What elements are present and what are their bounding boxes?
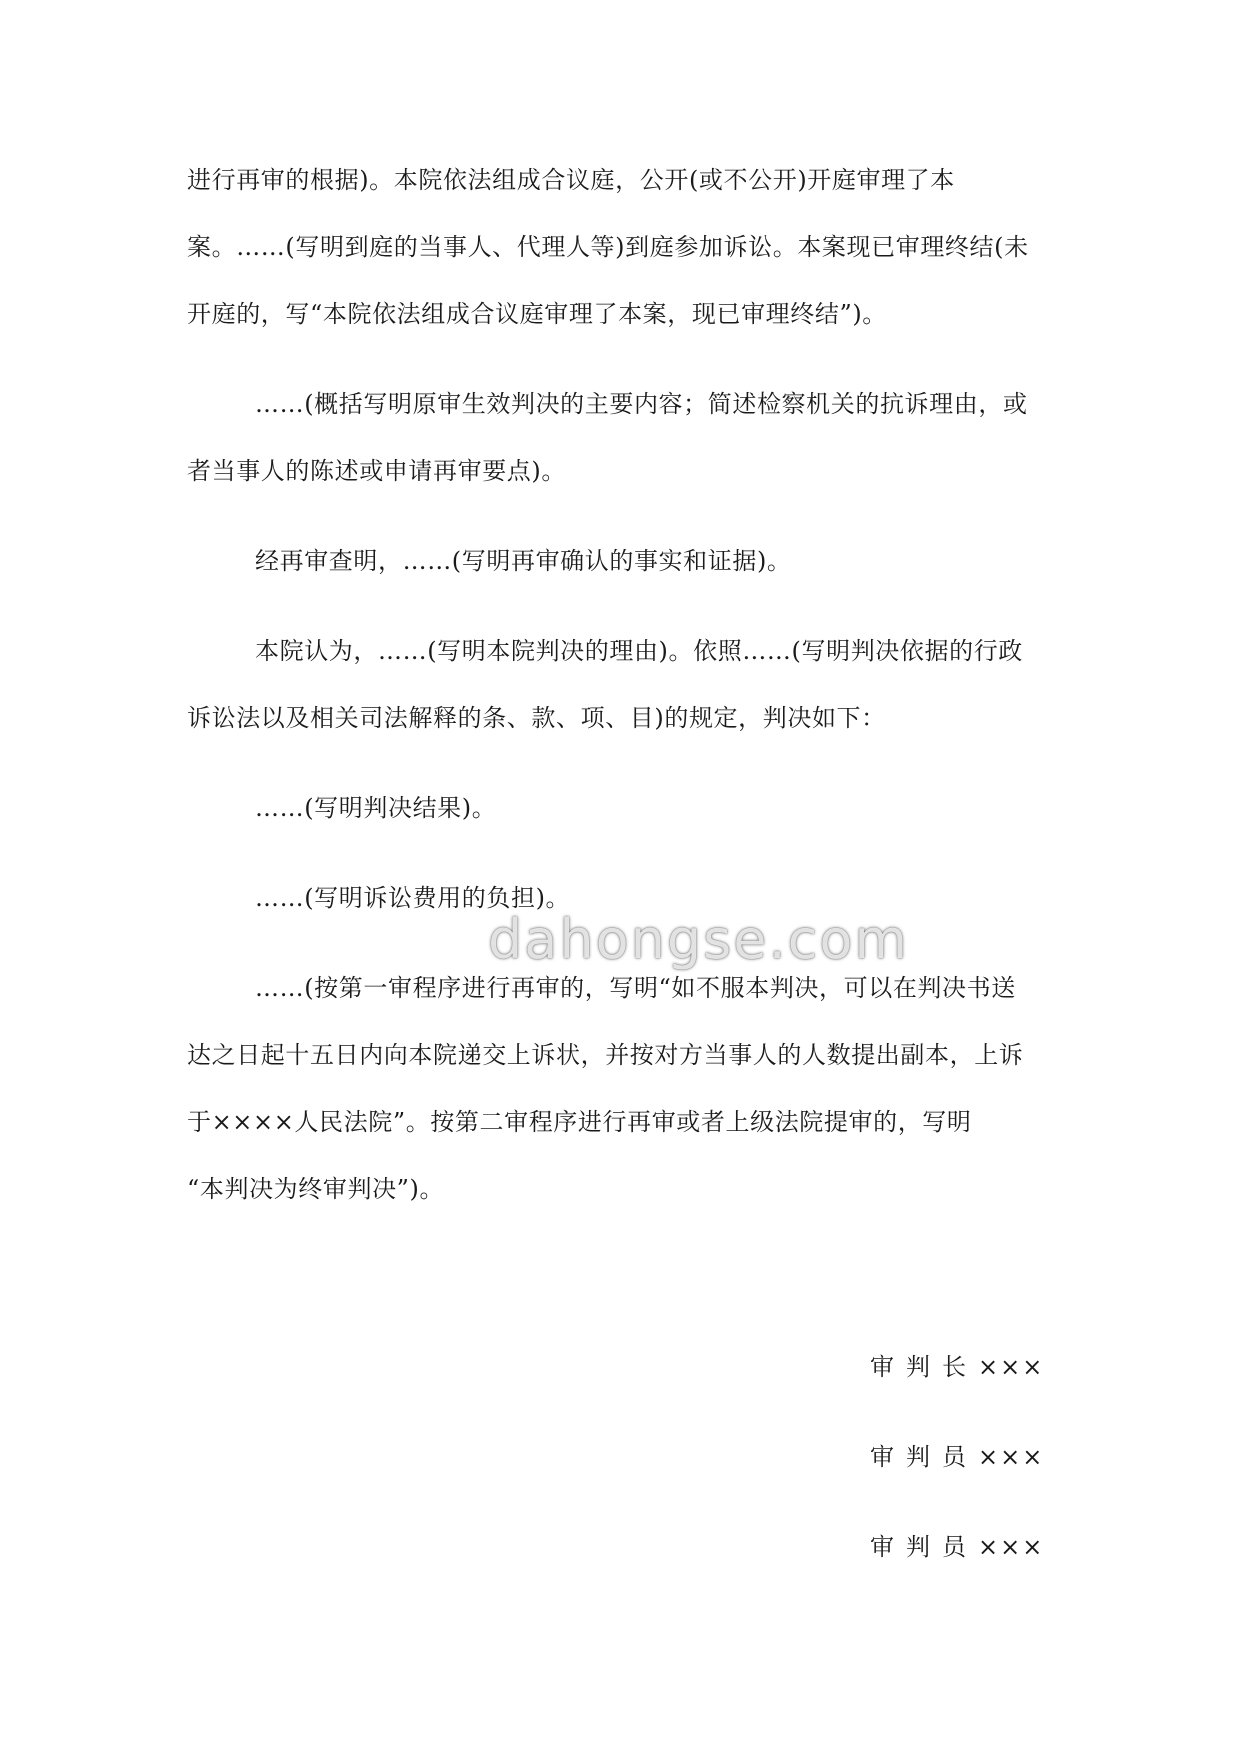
signature-judge-1 <box>870 1442 1044 1472</box>
signature-role: 审判员 <box>870 1533 978 1561</box>
paragraph-1-line-1: 进行再审的根据)。本院依法组成合议庭，公开(或不公开)开庭审理了本 <box>187 166 955 194</box>
paragraph-5-line-1: ……(写明判决结果)。 <box>255 794 497 822</box>
signature-name: ××× <box>978 1533 1045 1561</box>
paragraph-7-line-1: ……(按第一审程序进行再审的，写明“如不服本判决，可以在判决书送 <box>255 974 1016 1002</box>
paragraph-1-line-2: 案。……(写明到庭的当事人、代理人等)到庭参加诉讼。本案现已审理终结(未 <box>187 233 1029 261</box>
paragraph-2-line-2: 者当事人的陈述或申请再审要点)。 <box>187 457 566 485</box>
paragraph-7-line-4: “本判决为终审判决”)。 <box>187 1175 445 1203</box>
paragraph-3-line-1: 经再审查明，……(写明再审确认的事实和证据)。 <box>255 547 792 575</box>
signature-role: 审判长 <box>870 1353 978 1381</box>
paragraph-4-line-2: 诉讼法以及相关司法解释的条、款、项、目)的规定，判决如下： <box>187 704 886 732</box>
paragraph-2-line-1: ……(概括写明原审生效判决的主要内容；简述检察机关的抗诉理由，或 <box>255 390 1028 418</box>
paragraph-4-line-1: 本院认为，……(写明本院判决的理由)。依照……(写明判决依据的行政 <box>255 637 1023 665</box>
paragraph-6-line-1: ……(写明诉讼费用的负担)。 <box>255 884 571 912</box>
signature-role: 审判员 <box>870 1443 978 1471</box>
paragraph-7-line-3: 于××××人民法院”。按第二审程序进行再审或者上级法院提审的，写明 <box>187 1108 972 1136</box>
watermark: dahongse.com <box>488 908 909 971</box>
signature-presiding-judge <box>870 1352 1044 1382</box>
paragraph-1-line-3: 开庭的，写“本院依法组成合议庭审理了本案，现已审理终结”)。 <box>187 300 887 328</box>
signature-name: ××× <box>978 1443 1045 1471</box>
signature-name: ××× <box>978 1353 1045 1381</box>
signature-judge-2 <box>870 1532 1044 1562</box>
paragraph-7-line-2: 达之日起十五日内向本院递交上诉状，并按对方当事人的人数提出副本，上诉 <box>187 1041 1024 1069</box>
